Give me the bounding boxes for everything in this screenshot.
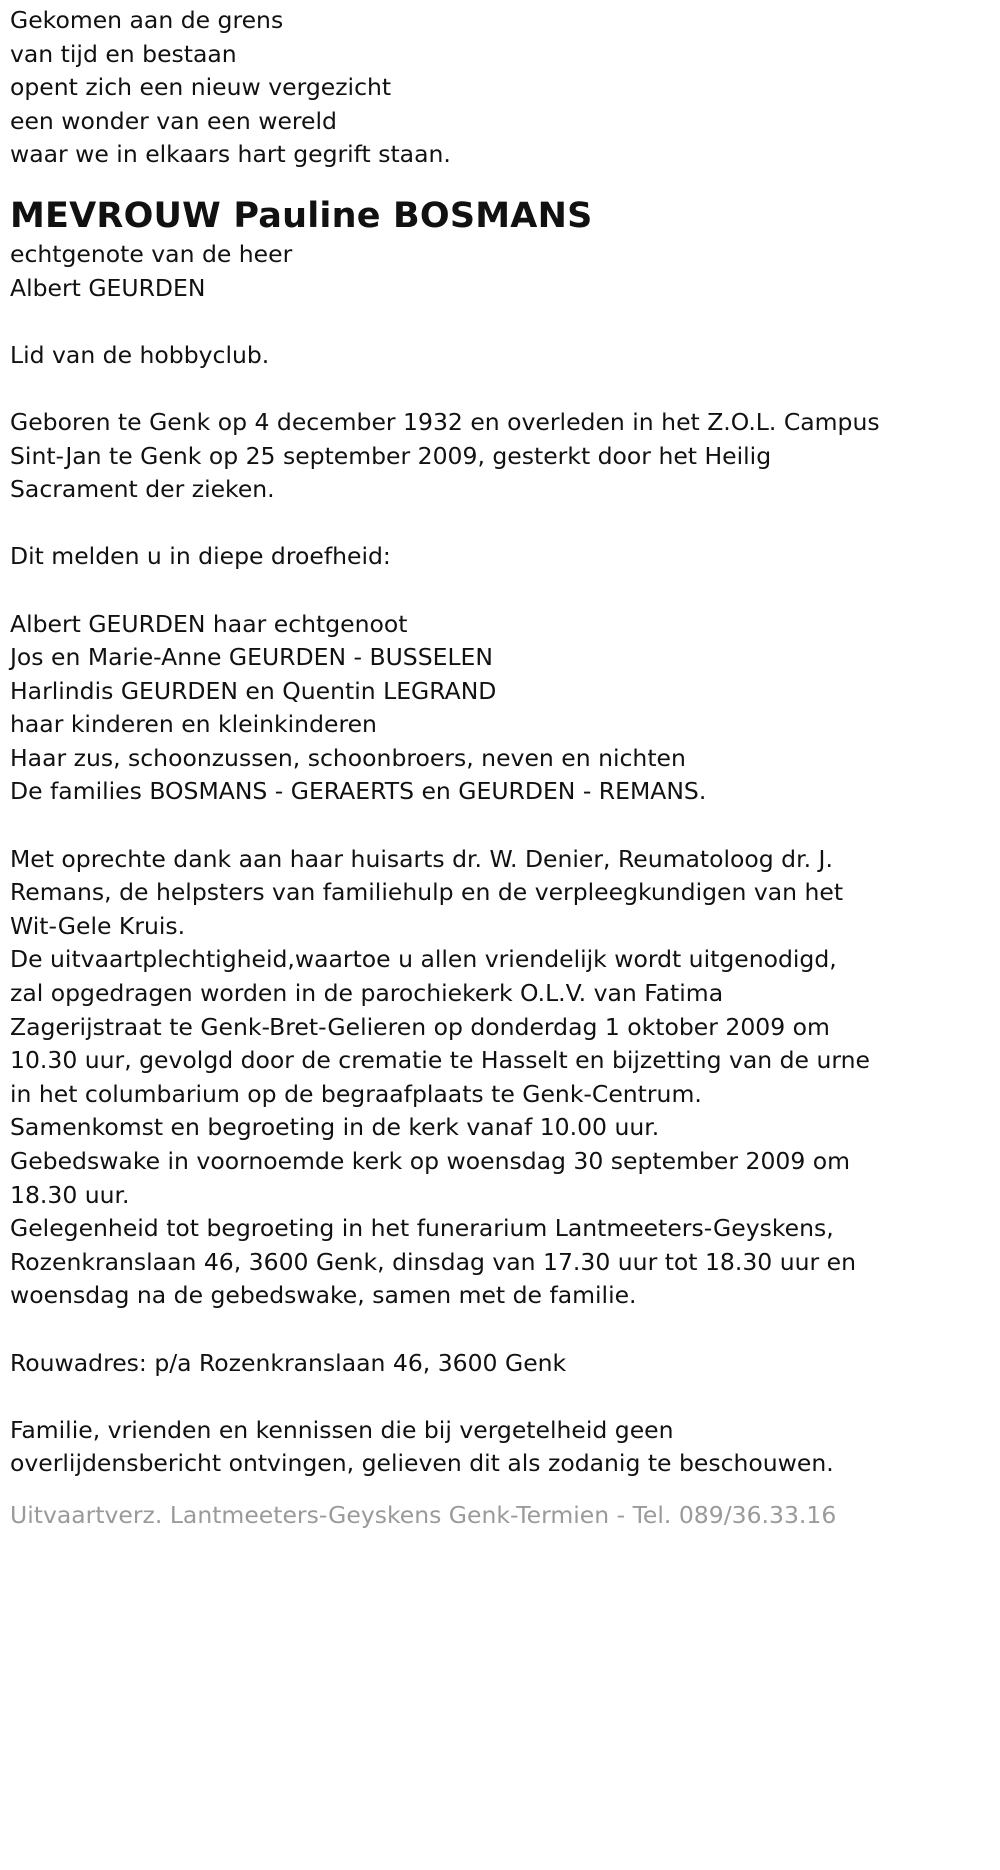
poem-line: van tijd en bestaan bbox=[10, 39, 237, 68]
spacer bbox=[10, 574, 1000, 608]
details-line: Met oprechte dank aan haar huisarts dr. W. Denier, Reumatoloog dr. J. bbox=[10, 844, 833, 873]
spacer bbox=[10, 305, 1000, 339]
spacer bbox=[10, 1313, 1000, 1347]
poem-line: opent zich een nieuw vergezicht bbox=[10, 73, 392, 102]
details-line: Wit-Gele Kruis. bbox=[10, 911, 186, 940]
family-line: Jos en Marie-Anne GEURDEN - BUSSELEN bbox=[10, 643, 493, 672]
family-line: Haar zus, schoonzussen, schoonbroers, neven en nichten bbox=[10, 743, 686, 772]
spacer bbox=[10, 1380, 1000, 1414]
closing-line: Familie, vrienden en kennissen die bij vergetelheid geen bbox=[10, 1415, 674, 1444]
details-line: Remans, de helpsters van familiehulp en de verpleegkundigen van het bbox=[10, 878, 844, 907]
paragraph-line: Sacrament der zieken. bbox=[10, 475, 275, 504]
paragraph-line: Geboren te Genk op 4 december 1932 en overleden in het Z.O.L. Campus bbox=[10, 407, 880, 436]
family-line: Harlindis GEURDEN en Quentin LEGRAND bbox=[10, 676, 497, 705]
details-line: Zagerijstraat te Genk-Bret-Gelieren op donderdag 1 oktober 2009 om bbox=[10, 1012, 830, 1041]
spouse-info bbox=[10, 238, 1000, 305]
spouse-line: Albert GEURDEN bbox=[10, 273, 206, 302]
deceased-name-heading: MEVROUW Pauline BOSMANS bbox=[10, 195, 593, 236]
details-line: Gebedswake in voornoemde kerk op woensdag 30 september 2009 om bbox=[10, 1147, 851, 1175]
poem-line: een wonder van een wereld bbox=[10, 106, 337, 135]
family-line: De families BOSMANS - GERAERTS en GEURDEN - REMANS. bbox=[10, 777, 707, 806]
spacer bbox=[10, 507, 1000, 541]
spacer bbox=[10, 372, 1000, 406]
funeral-home-footer: Uitvaartverz. Lantmeeters-Geyskens Genk-Termien - Tel. 089/36.33.16 bbox=[10, 1500, 837, 1529]
membership-text: Lid van de hobbyclub. bbox=[10, 340, 270, 369]
details-line: 18.30 uur. bbox=[10, 1180, 130, 1209]
spouse-line: echtgenote van de heer bbox=[10, 239, 293, 268]
funeral-details bbox=[10, 843, 1000, 1313]
details-line: zal opgedragen worden in de parochiekerk O.L.V. van Fatima bbox=[10, 979, 724, 1008]
details-line: De uitvaartplechtigheid,waartoe u allen vriendelijk wordt uitgenodigd, bbox=[10, 945, 837, 974]
poem-line: Gekomen aan de grens bbox=[10, 6, 284, 34]
family-list bbox=[10, 608, 1000, 810]
details-line: Gelegenheid tot begroeting in het funerarium Lantmeeters-Geyskens, bbox=[10, 1214, 834, 1243]
details-line: 10.30 uur, gevolgd door de crematie te Hasselt en bijzetting van de urne bbox=[10, 1046, 870, 1075]
closing-note bbox=[10, 1414, 1000, 1481]
mourning-address: Rouwadres: p/a Rozenkranslaan 46, 3600 Genk bbox=[10, 1348, 567, 1377]
closing-line: overlijdensbericht ontvingen, gelieven dit als zodanig te beschouwen. bbox=[10, 1449, 834, 1478]
family-line: haar kinderen en kleinkinderen bbox=[10, 710, 377, 739]
spacer bbox=[10, 809, 1000, 843]
announcement-text: Dit melden u in diepe droefheid: bbox=[10, 542, 391, 571]
family-line: Albert GEURDEN haar echtgenoot bbox=[10, 609, 408, 638]
details-line: Rozenkranslaan 46, 3600 Genk, dinsdag van 17.30 uur tot 18.30 uur en bbox=[10, 1247, 856, 1276]
poem bbox=[10, 0, 1000, 172]
details-line: woensdag na de gebedswake, samen met de familie. bbox=[10, 1281, 637, 1310]
birth-death-paragraph bbox=[10, 406, 1000, 507]
details-line: Samenkomst en begroeting in de kerk vanaf 10.00 uur. bbox=[10, 1113, 660, 1142]
details-line: in het columbarium op de begraafplaats te Genk-Centrum. bbox=[10, 1079, 702, 1108]
paragraph-line: Sint-Jan te Genk op 25 september 2009, gesterkt door het Heilig bbox=[10, 441, 772, 470]
poem-line: waar we in elkaars hart gegrift staan. bbox=[10, 140, 451, 169]
